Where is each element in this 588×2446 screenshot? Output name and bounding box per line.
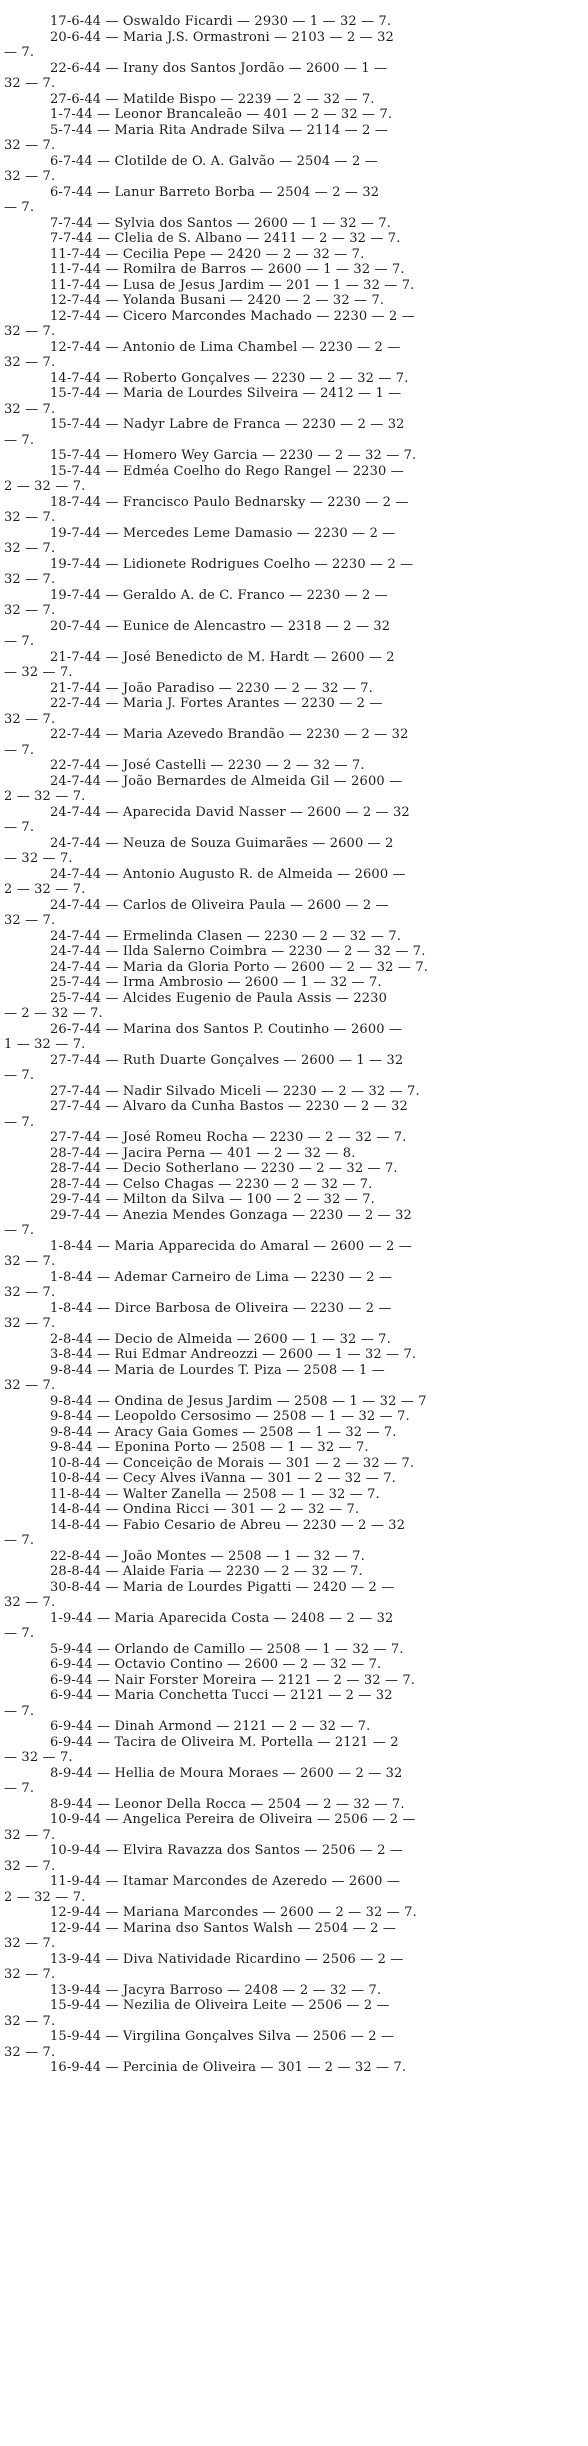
entry-continuation-line: 32 — 7. [4, 169, 56, 184]
entry-continuation-line: — 7. [4, 200, 35, 215]
entry-line: 15-7-44 — Edméa Coelho do Rego Rangel — 2230 — [50, 463, 404, 479]
entry-line: 11-9-44 — Itamar Marcondes de Azeredo — 2600 — [50, 1874, 401, 1889]
entry-line: 16-9-44 — Percinia de Oliveira — 301 — 2 — 32 — 7. [50, 2060, 407, 2075]
entry-continuation-line: 32 — 7. [4, 711, 56, 727]
entry-line: 27-7-44 — José Romeu Rocha — 2230 — 2 — 32 — 7. [50, 1130, 407, 1145]
entry-continuation-line: 32 — 7. [4, 572, 56, 587]
entry-continuation-line: 32 — 7. [4, 1858, 56, 1874]
entry-line: 14-8-44 — Ondina Ricci — 301 — 2 — 32 — 7. [50, 1502, 360, 1517]
entry-continuation-line: 2 — 32 — 7. [4, 882, 86, 897]
entry-line: 11-8-44 — Walter Zanella — 2508 — 1 — 32 — 7. [50, 1486, 380, 1502]
entry-line: 13-9-44 — Jacyra Barroso — 2408 — 2 — 32 — 7. [50, 1982, 382, 1998]
entry-continuation-line: — 32 — 7. [4, 851, 73, 866]
entry-line: 10-9-44 — Angelica Pereira de Oliveira — 2506 — 2 — [50, 1812, 416, 1827]
entry-continuation-line: 32 — 7. [4, 2044, 56, 2060]
entry-line: 19-7-44 — Geraldo A. de C. Franco — 2230 — 2 — [50, 587, 388, 603]
entry-line: 10-9-44 — Elvira Ravazza dos Santos — 2506 — 2 — [50, 1843, 404, 1858]
entry-continuation-line: 1 — 32 — 7. [4, 1037, 86, 1052]
entry-line: 25-7-44 — Alcides Eugenio de Paula Assis — 2230 [50, 990, 388, 1006]
entry-line: 6-9-44 — Tacira de Oliveira M. Portella — 2121 — 2 [50, 1734, 399, 1750]
entry-continuation-line: 2 — 32 — 7. [4, 1889, 86, 1905]
entry-line: 2-8-44 — Decio de Almeida — 2600 — 1 — 32 — 7. [50, 1331, 391, 1347]
entry-continuation-line: — 7. [4, 1781, 35, 1796]
entry-line: 22-7-44 — Maria Azevedo Brandão — 2230 — 2 — 32 [50, 727, 409, 742]
entry-line: 22-6-44 — Irany dos Santos Jordão — 2600 — 1 — [50, 60, 388, 76]
entry-line: 5-7-44 — Maria Rita Andrade Silva — 2114 — 2 — [50, 122, 388, 138]
entry-line: 24-7-44 — Maria da Gloria Porto — 2600 — 2 — 32 — 7. [50, 959, 429, 975]
entry-line: 22-8-44 — João Montes — 2508 — 1 — 32 — 7. [50, 1548, 365, 1564]
entry-line: 1-8-44 — Maria Apparecida do Amaral — 2600 — 2 — [50, 1238, 412, 1254]
entry-continuation-line: 32 — 7. [4, 1316, 56, 1331]
entry-line: 24-7-44 — João Bernardes de Almeida Gil — 2600 — [50, 773, 403, 789]
entry-line: 29-7-44 — Milton da Silva — 100 — 2 — 32 — 7. [50, 1192, 375, 1207]
entry-line: 15-9-44 — Virgilina Gonçalves Silva — 2506 — 2 — [50, 2029, 395, 2044]
entry-line: 1-7-44 — Leonor Brancaleão — 401 — 2 — 32 — 7. [50, 107, 393, 122]
entry-line: 19-7-44 — Lidionete Rodrigues Coelho — 2230 — 2 — [50, 556, 414, 572]
entry-line: 28-7-44 — Jacira Perna — 401 — 2 — 32 — 8. [50, 1145, 356, 1161]
entry-continuation-line: 32 — 7. [4, 324, 56, 339]
entry-line: 15-9-44 — Nezilia de Oliveira Leite — 2506 — 2 — [50, 1998, 390, 2013]
entry-continuation-line: 32 — 7. [4, 1378, 56, 1393]
entry-continuation-line: 2 — 32 — 7. [4, 789, 86, 804]
entry-line: 8-9-44 — Hellia de Moura Moraes — 2600 — 2 — 32 [50, 1765, 403, 1781]
entry-line: 19-7-44 — Mercedes Leme Damasio — 2230 — 2 — [50, 525, 396, 541]
entry-continuation-line: — 7. [4, 1703, 35, 1719]
entry-line: 15-7-44 — Homero Wey Garcia — 2230 — 2 — 32 — 7. [50, 448, 417, 463]
entry-line: 24-7-44 — Ilda Salerno Coimbra — 2230 — 2 — 32 — 7. [50, 944, 426, 959]
entry-continuation-line: — 7. [4, 1533, 35, 1548]
entry-line: 24-7-44 — Antonio Augusto R. de Almeida — 2600 — [50, 866, 406, 882]
entry-line: 9-8-44 — Leopoldo Cersosimo — 2508 — 1 — 32 — 7. [50, 1409, 410, 1424]
entry-line: 9-8-44 — Eponina Porto — 2508 — 1 — 32 — 7. [50, 1440, 369, 1455]
entry-line: 3-8-44 — Rui Edmar Andreozzi — 2600 — 1 — 32 — 7. [50, 1347, 417, 1362]
entry-line: 7-7-44 — Sylvia dos Santos — 2600 — 1 — 32 — 7. [50, 215, 392, 231]
entry-line: 1-8-44 — Dirce Barbosa de Oliveira — 2230 — 2 — [50, 1300, 392, 1316]
entry-line: 27-6-44 — Matilde Bispo — 2239 — 2 — 32 — 7. [50, 91, 375, 107]
entry-continuation-line: 2 — 32 — 7. [4, 479, 86, 494]
entry-line: 11-7-44 — Cecilia Pepe — 2420 — 2 — 32 — 7. [50, 246, 365, 262]
entry-line: 28-7-44 — Decio Sotherlano — 2230 — 2 — 32 — 7. [50, 1161, 398, 1176]
entry-line: 20-6-44 — Maria J.S. Ormastroni — 2103 — 2 — 32 [50, 29, 394, 45]
entry-line: 17-6-44 — Oswaldo Ficardi — 2930 — 1 — 32 — 7. [50, 14, 392, 29]
entry-line: 12-7-44 — Antonio de Lima Chambel — 2230 — 2 — [50, 339, 401, 355]
entry-continuation-line: 32 — 7. [4, 1967, 56, 1982]
entry-continuation-line: 32 — 7. [4, 1254, 56, 1269]
entry-line: 18-7-44 — Francisco Paulo Bednarsky — 2230 — 2 — [50, 494, 409, 510]
entry-line: 22-7-44 — José Castelli — 2230 — 2 — 32 — 7. [50, 758, 365, 773]
entry-line: 24-7-44 — Neuza de Souza Guimarães — 2600 — 2 [50, 835, 394, 851]
entry-line: 22-7-44 — Maria J. Fortes Arantes — 2230 — 2 — [50, 696, 383, 711]
entry-continuation-line: — 32 — 7. [4, 1750, 73, 1765]
entry-line: 15-7-44 — Nadyr Labre de Franca — 2230 — 2 — 32 [50, 417, 405, 432]
entry-continuation-line: — 32 — 7. [4, 665, 73, 680]
entry-continuation-line: — 7. [4, 1223, 35, 1238]
entry-line: 15-7-44 — Maria de Lourdes Silveira — 2412 — 1 — [50, 386, 402, 401]
entry-line: 26-7-44 — Marina dos Santos P. Coutinho — 2600 — [50, 1021, 403, 1037]
entry-line: 14-7-44 — Roberto Gonçalves — 2230 — 2 — 32 — 7. [50, 370, 409, 386]
entry-line: 28-8-44 — Alaide Faria — 2230 — 2 — 32 — 7. [50, 1564, 363, 1579]
entry-continuation-line: 32 — 7. [4, 138, 56, 153]
entry-continuation-line: 32 — 7. [4, 1285, 56, 1300]
entry-continuation-line: 32 — 7. [4, 1827, 56, 1843]
entry-line: 10-8-44 — Cecy Alves iVanna — 301 — 2 — 32 — 7. [50, 1471, 396, 1486]
entry-line: 10-8-44 — Conceição de Morais — 301 — 2 — 32 — 7. [50, 1455, 415, 1471]
entry-continuation-line: — 2 — 32 — 7. [4, 1006, 103, 1021]
entry-continuation-line: 32 — 7. [4, 401, 56, 417]
entry-continuation-line: — 7. [4, 45, 35, 60]
entry-continuation-line: 32 — 7. [4, 913, 56, 928]
entry-line: 9-8-44 — Maria de Lourdes T. Piza — 2508 — 1 — [50, 1362, 385, 1378]
entry-line: 21-7-44 — José Benedicto de M. Hardt — 2600 — 2 [50, 649, 395, 665]
entry-line: 6-9-44 — Octavio Contino — 2600 — 2 — 32 — 7. [50, 1657, 382, 1672]
entry-line: 9-8-44 — Ondina de Jesus Jardim — 2508 — 1 — 32 — 7 [50, 1393, 427, 1409]
entry-continuation-line: — 7. [4, 1114, 35, 1130]
entry-line: 27-7-44 — Alvaro da Cunha Bastos — 2230 — 2 — 32 [50, 1099, 408, 1114]
entry-continuation-line: 32 — 7. [4, 2013, 56, 2029]
entry-continuation-line: — 7. [4, 820, 35, 835]
entry-continuation-line: 32 — 7. [4, 510, 56, 525]
entry-line: 12-7-44 — Cicero Marcondes Machado — 2230 — 2 — [50, 308, 415, 324]
entry-line: 14-8-44 — Fabio Cesario de Abreu — 2230 — 2 — 32 [50, 1517, 406, 1533]
entry-line: 6-9-44 — Dinah Armond — 2121 — 2 — 32 — 7. [50, 1719, 371, 1734]
entry-line: 13-9-44 — Diva Natividade Ricardino — 2506 — 2 — [50, 1951, 404, 1967]
entry-continuation-line: — 7. [4, 1068, 35, 1083]
entry-line: 20-7-44 — Eunice de Alencastro — 2318 — 2 — 32 [50, 618, 391, 634]
entry-line: 24-7-44 — Carlos de Oliveira Paula — 2600 — 2 — [50, 897, 389, 913]
entry-line: 24-7-44 — Ermelinda Clasen — 2230 — 2 — 32 — 7. [50, 928, 402, 944]
entry-line: 9-8-44 — Aracy Gaia Gomes — 2508 — 1 — 32 — 7. [50, 1424, 397, 1440]
entry-continuation-line: 32 — 7. [4, 603, 56, 618]
entry-continuation-line: 32 — 7. [4, 1936, 56, 1951]
entry-line: 12-7-44 — Yolanda Busani — 2420 — 2 — 32 — 7. [50, 293, 385, 308]
entry-line: 27-7-44 — Nadir Silvado Miceli — 2230 — 2 — 32 — 7. [50, 1083, 420, 1099]
entry-line: 5-9-44 — Orlando de Camillo — 2508 — 1 — 32 — 7. [50, 1641, 404, 1657]
entry-line: 29-7-44 — Anezia Mendes Gonzaga — 2230 — 2 — 32 [50, 1207, 412, 1223]
entry-continuation-line: — 7. [4, 432, 35, 448]
entry-continuation-line: 32 — 7. [4, 76, 56, 91]
entry-continuation-line: — 7. [4, 634, 35, 649]
entry-continuation-line: 32 — 7. [4, 541, 56, 556]
entry-line: 6-9-44 — Nair Forster Moreira — 2121 — 2 — 32 — 7. [50, 1672, 416, 1688]
entry-continuation-line: — 7. [4, 742, 35, 758]
entry-line: 11-7-44 — Lusa de Jesus Jardim — 201 — 1 — 32 — 7. [50, 277, 415, 293]
entry-line: 1-8-44 — Ademar Carneiro de Lima — 2230 — 2 — [50, 1269, 393, 1285]
entry-line: 6-9-44 — Maria Conchetta Tucci — 2121 — 2 — 32 [50, 1688, 393, 1703]
entry-continuation-line: 32 — 7. [4, 355, 56, 370]
entry-line: 24-7-44 — Aparecida David Nasser — 2600 — 2 — 32 [50, 804, 410, 820]
entry-continuation-line: 32 — 7. [4, 1595, 56, 1610]
entry-line: 11-7-44 — Romilra de Barros — 2600 — 1 — 32 — 7. [50, 262, 405, 277]
entry-line: 25-7-44 — Irma Ambrosio — 2600 — 1 — 32 — 7. [50, 975, 382, 990]
entry-line: 7-7-44 — Clelia de S. Albano — 2411 — 2 — 32 — 7. [50, 231, 401, 246]
entry-line: 21-7-44 — João Paradiso — 2230 — 2 — 32 — 7. [50, 680, 373, 696]
entry-continuation-line: — 7. [4, 1626, 35, 1641]
entry-line: 27-7-44 — Ruth Duarte Gonçalves — 2600 — 1 — 32 [50, 1052, 404, 1068]
entry-line: 12-9-44 — Mariana Marcondes — 2600 — 2 — 32 — 7. [50, 1905, 417, 1920]
entry-line: 8-9-44 — Leonor Della Rocca — 2504 — 2 — 32 — 7. [50, 1796, 405, 1812]
entry-line: 6-7-44 — Clotilde de O. A. Galvão — 2504 — 2 — [50, 153, 378, 169]
entry-line: 6-7-44 — Lanur Barreto Borba — 2504 — 2 — 32 [50, 184, 380, 200]
entry-line: 28-7-44 — Celso Chagas — 2230 — 2 — 32 — 7. [50, 1176, 373, 1192]
entry-line: 1-9-44 — Maria Aparecida Costa — 2408 — 2 — 32 [50, 1610, 394, 1626]
entry-line: 30-8-44 — Maria de Lourdes Pigatti — 2420 — 2 — [50, 1579, 395, 1595]
entry-line: 12-9-44 — Marina dso Santos Walsh — 2504 — 2 — [50, 1920, 397, 1936]
